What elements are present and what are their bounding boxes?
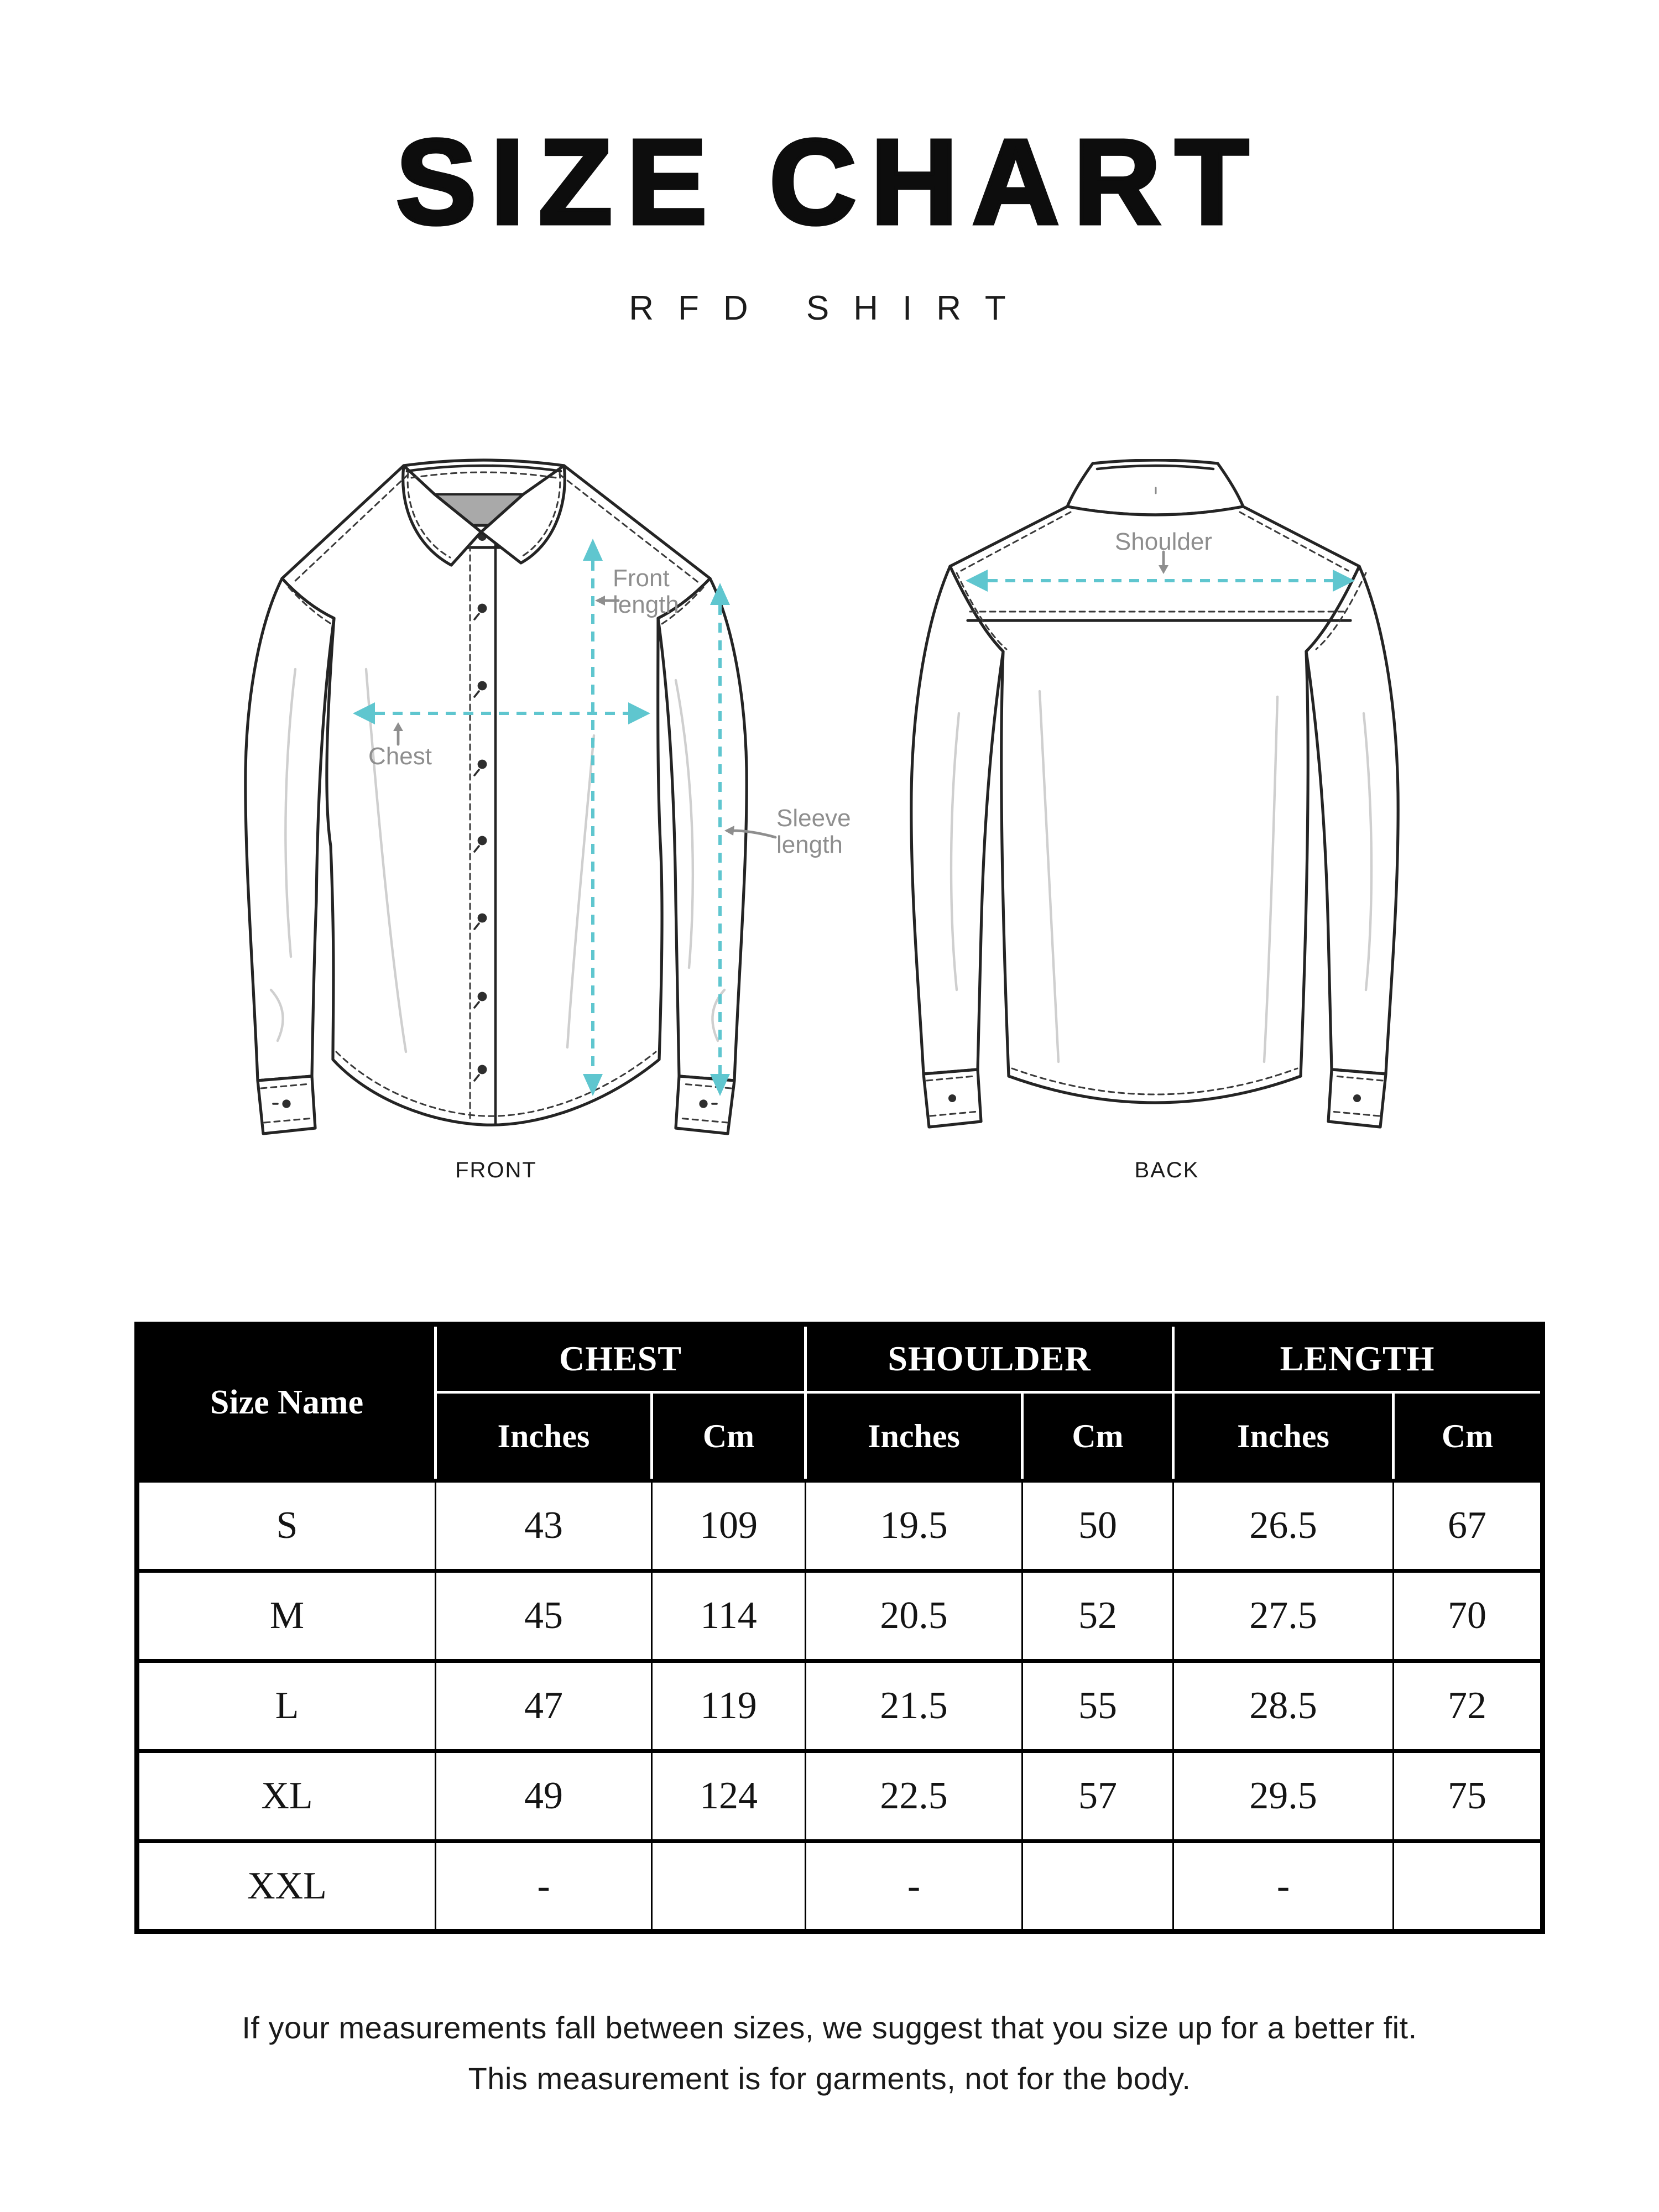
value-cell: 124	[652, 1751, 806, 1841]
value-cell: -	[436, 1841, 652, 1932]
front-view-caption: FRONT	[455, 1158, 537, 1182]
col-group-length: LENGTH	[1173, 1324, 1543, 1392]
value-cell: 22.5	[806, 1751, 1022, 1841]
value-cell: -	[806, 1841, 1022, 1932]
col-header-length-inches: Inches	[1173, 1392, 1394, 1481]
value-cell	[652, 1841, 806, 1932]
value-cell: 45	[436, 1571, 652, 1661]
back-shirt-diagram	[901, 459, 1421, 1145]
value-cell: 67	[1394, 1481, 1543, 1571]
value-cell: 19.5	[806, 1481, 1022, 1571]
shoulder-label: Shoulder	[1114, 528, 1213, 555]
table-row	[137, 1841, 1543, 1932]
back-left-cuff-button	[948, 1094, 956, 1102]
value-cell	[1022, 1841, 1173, 1932]
col-header-chest-cm: Cm	[652, 1392, 806, 1481]
value-cell: 21.5	[806, 1661, 1022, 1751]
footer-note-line1: If your measurements fall between sizes, we suggest that you size up for a better fit.	[242, 2010, 1417, 2045]
back-right-sleeve	[1306, 566, 1398, 1074]
front-length-label-line2: length	[613, 591, 679, 618]
front-left-sleeve	[246, 578, 334, 1081]
size-chart-table	[134, 1322, 1545, 1934]
value-cell: 50	[1022, 1481, 1173, 1571]
size-cell: XXL	[137, 1841, 436, 1932]
value-cell: 57	[1022, 1751, 1173, 1841]
value-cell: 52	[1022, 1571, 1173, 1661]
value-cell: 109	[652, 1481, 806, 1571]
col-header-chest-inches: Inches	[436, 1392, 652, 1481]
col-header-length-cm: Cm	[1394, 1392, 1543, 1481]
value-cell: 70	[1394, 1571, 1543, 1661]
table-row	[137, 1661, 1543, 1751]
value-cell: 114	[652, 1571, 806, 1661]
chest-label: Chest	[368, 743, 432, 770]
left-cuff-button	[282, 1099, 290, 1108]
value-cell: 119	[652, 1661, 806, 1751]
sleeve-length-label-line2: length	[776, 831, 843, 858]
value-cell: 72	[1394, 1661, 1543, 1751]
table-row	[137, 1751, 1543, 1841]
col-header-size-name: Size Name	[137, 1324, 436, 1481]
back-view-caption: BACK	[1134, 1158, 1199, 1182]
value-cell: 26.5	[1173, 1481, 1394, 1571]
back-body	[950, 507, 1359, 1103]
value-cell: 55	[1022, 1661, 1173, 1751]
value-cell: 20.5	[806, 1571, 1022, 1661]
back-left-sleeve	[911, 566, 1003, 1074]
front-shirt-diagram	[238, 437, 924, 1156]
size-cell: XL	[137, 1751, 436, 1841]
value-cell: 49	[436, 1751, 652, 1841]
sleeve-length-label-line1: Sleeve	[776, 805, 851, 832]
sleeve-length-label	[776, 805, 851, 858]
table-row	[137, 1571, 1543, 1661]
value-cell: 29.5	[1173, 1751, 1394, 1841]
value-cell: 75	[1394, 1751, 1543, 1841]
col-group-shoulder: SHOULDER	[806, 1324, 1173, 1392]
value-cell: 47	[436, 1661, 652, 1751]
back-right-cuff-button	[1353, 1094, 1361, 1102]
value-cell	[1394, 1841, 1543, 1932]
page-title: SIZE CHART	[396, 115, 1263, 249]
size-cell: L	[137, 1661, 436, 1751]
right-cuff-button	[699, 1099, 707, 1108]
table-row	[137, 1481, 1543, 1571]
value-cell: 27.5	[1173, 1571, 1394, 1661]
size-cell: M	[137, 1571, 436, 1661]
front-length-label-line1: Front	[613, 565, 670, 592]
value-cell: 28.5	[1173, 1661, 1394, 1751]
size-cell: S	[137, 1481, 436, 1571]
page-subtitle: RFD SHIRT	[629, 289, 1030, 327]
col-header-shoulder-cm: Cm	[1022, 1392, 1173, 1481]
value-cell: -	[1173, 1841, 1394, 1932]
col-header-shoulder-inches: Inches	[806, 1392, 1022, 1481]
footer-note-line2: This measurement is for garments, not for the body.	[468, 2061, 1191, 2096]
front-length-label	[613, 565, 679, 618]
value-cell: 43	[436, 1481, 652, 1571]
col-group-chest: CHEST	[436, 1324, 806, 1392]
